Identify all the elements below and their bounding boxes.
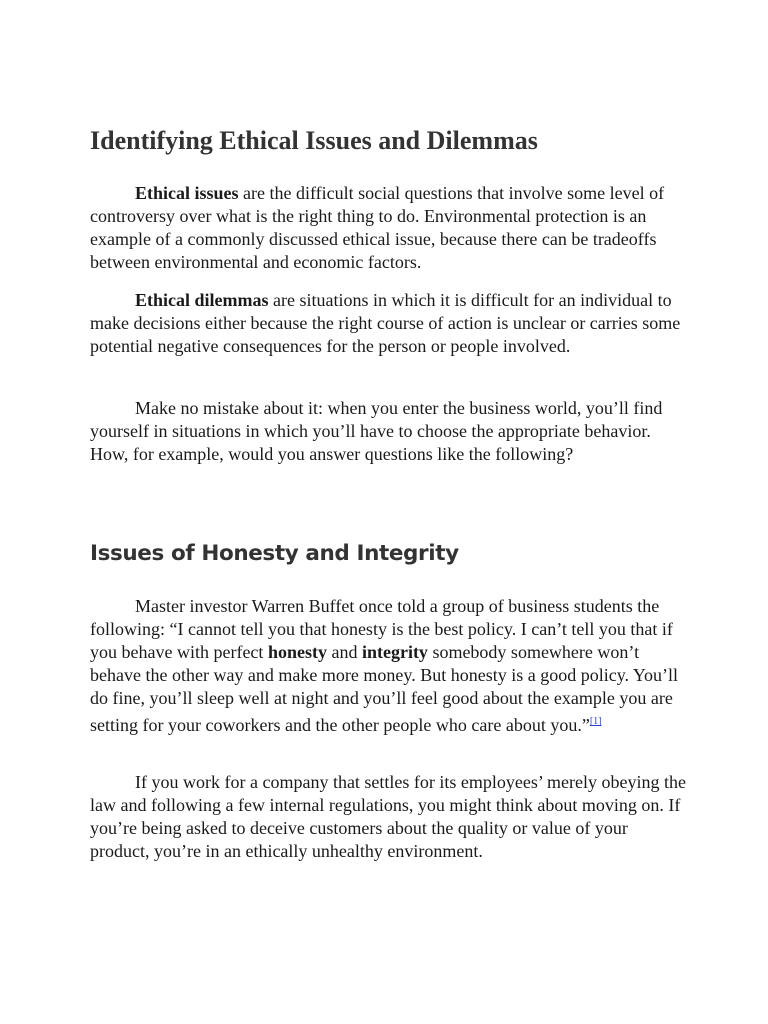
paragraph-text: somebody somewhere won’t behave the other way and make more money. But honesty is a good policy. You’ll do fine, you’ll sleep well at night and you’ll feel good about the example you are setting for your coworkers and the other people who care about you.” — [90, 642, 679, 735]
paragraph-company-environment — [90, 771, 690, 863]
paragraph-ethical-issues — [90, 182, 690, 274]
paragraph-buffett-quote — [90, 595, 690, 737]
paragraph-text: Make no mistake about it: when you enter the business world, you’ll find yourself in situations in which you’ll have to choose the appropriate behavior. How, for example, would you answer questions like the following? — [90, 398, 663, 464]
section-heading-honesty-integrity: Issues of Honesty and Integrity — [90, 541, 459, 566]
footnote-link[interactable]: [1] — [589, 716, 602, 727]
term-ethical-dilemmas: Ethical dilemmas — [135, 290, 269, 310]
paragraph-text: are situations in which it is difficult for an individual to make decisions either because the right course of action is unclear or carries some potential negative consequences for the person or people involved. — [90, 290, 681, 356]
paragraph-ethical-dilemmas — [90, 289, 690, 358]
paragraph-business-world — [90, 397, 690, 466]
paragraph-text: Master investor Warren Buffet once told a group of business students the following: “I cannot tell you that honesty is the best policy. I can’t tell you that if you behave with perfect — [90, 596, 673, 662]
paragraph-text: and — [326, 642, 362, 662]
paragraph-text: If you work for a company that settles for its employees’ merely obeying the law and following a few internal regulations, you might think about moving on. If you’re being asked to deceive customers about the quality or value of your product, you’re in an ethically unhealthy environment. — [90, 772, 687, 861]
section-heading-ethical-issues: Identifying Ethical Issues and Dilemmas — [90, 126, 538, 155]
term-honesty: honesty — [267, 642, 327, 662]
term-ethical-issues: Ethical issues — [135, 183, 239, 203]
paragraph-text: are the difficult social questions that involve some level of controversy over what is the right thing to do. Environmental protection is an example of a commonly discussed ethical issue, because there can be tradeoffs between environmental and economic factors. — [90, 183, 665, 272]
term-integrity: integrity — [361, 642, 428, 662]
